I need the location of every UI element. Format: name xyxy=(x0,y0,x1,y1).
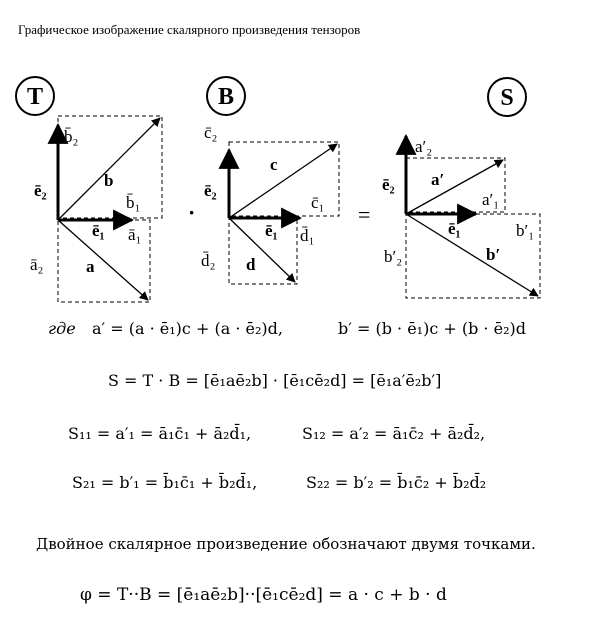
label-d: d xyxy=(246,255,256,274)
circle-B xyxy=(207,77,245,115)
circle-T xyxy=(16,77,54,115)
label-b-bar-1: b̄₁ xyxy=(126,193,141,212)
page-title: Графическое изображение скалярного произведения тензоров xyxy=(18,22,361,37)
equation-S21: S₂₁ = b′₁ = b̄₁c̄₁ + b̄₂d̄₁, xyxy=(72,473,258,492)
label-d-bar-1: d̄₁ xyxy=(300,226,315,245)
equation-phi: φ = T··B = [ē₁aē₂b]··[ē₁cē₂d] = a · c + b · d xyxy=(80,585,447,605)
label-e2-S: ē₂ xyxy=(382,175,395,194)
equals-operator: = xyxy=(358,202,371,227)
label-a-prime: a′ xyxy=(431,170,445,189)
label-a-bar-2: ā₂ xyxy=(30,255,44,274)
label-e1: ē₁ xyxy=(92,221,105,240)
label-e1-S: ē₁ xyxy=(448,219,461,238)
label-e2: ē₂ xyxy=(34,181,47,200)
double-dot-description: Двойное скалярное произведение обозначают двумя точками. xyxy=(36,535,536,553)
vector-d xyxy=(229,218,295,282)
label-e2-B: ē₂ xyxy=(204,181,217,200)
label-b-prime: b′ xyxy=(486,245,501,264)
where-word: где xyxy=(48,319,76,338)
equation-b-prime: b′ = (b · ē₁)c + (b · ē₂)d xyxy=(338,319,526,338)
panel-B xyxy=(201,123,339,284)
label-a-prime-1: a′₁ xyxy=(482,190,500,209)
equation-S: S = T · B = [ē₁aē₂b] · [ē₁cē₂d] = [ē₁a′ē₂b′] xyxy=(108,371,442,390)
dot-operator: · xyxy=(188,200,196,225)
label-a: a xyxy=(86,257,95,276)
label-b-prime-1: b′₁ xyxy=(516,221,535,240)
equation-S11: S₁₁ = a′₁ = ā₁c̄₁ + ā₂d̄₁, xyxy=(68,424,252,443)
label-e1-B: ē₁ xyxy=(265,221,278,240)
label-c-bar-1: c̄₁ xyxy=(311,193,325,212)
label-a-prime-2: a′₂ xyxy=(415,137,433,156)
circle-S xyxy=(488,78,526,116)
circle-S-label: S xyxy=(500,85,514,111)
label-b-bar-2: b̄₂ xyxy=(64,127,79,146)
panel-T xyxy=(30,116,162,302)
label-b-prime-2: b′₂ xyxy=(384,247,403,266)
circle-T-label: T xyxy=(26,84,44,110)
equation-a-prime: a′ = (a · ē₁)c + (a · ē₂)d, xyxy=(92,319,283,338)
label-b: b xyxy=(104,171,114,190)
equation-S22: S₂₂ = b′₂ = b̄₁c̄₂ + b̄₂d̄₂ xyxy=(306,473,487,492)
equation-S12: S₁₂ = a′₂ = ā₁c̄₂ + ā₂d̄₂, xyxy=(302,424,486,443)
label-d-bar-2: d̄₂ xyxy=(201,251,216,270)
panel-S xyxy=(382,136,540,298)
label-c: c xyxy=(270,155,278,174)
label-a-bar-1: ā₁ xyxy=(128,225,142,244)
label-c-bar-2: c̄₂ xyxy=(204,123,218,142)
circle-B-label: B xyxy=(217,84,235,110)
